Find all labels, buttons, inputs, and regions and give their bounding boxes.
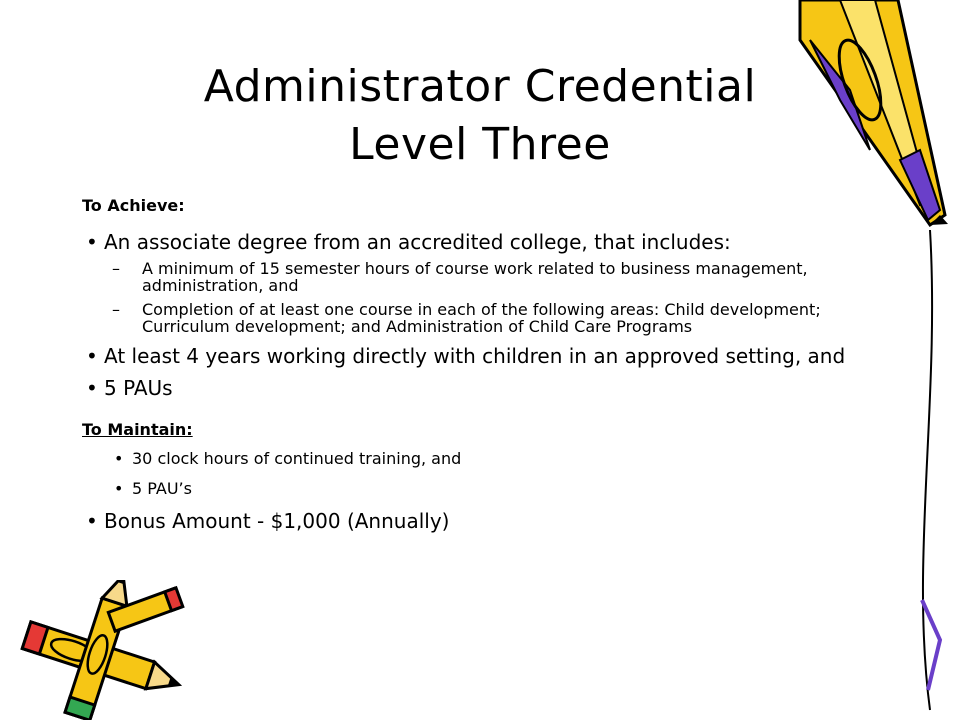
maintain-item-paus: • 5 PAU’s — [82, 479, 862, 499]
achieve-subitem-coursework-areas: – Completion of at least one course in each of the following areas: Child development; Curriculum development; and Administration of Child Care Programs — [112, 300, 821, 336]
achieve-item-experience: • At least 4 years working directly with children in an approved setting, and — [82, 345, 862, 367]
subitem-text: A minimum of 15 semester hours of course work related to business management, administration, and — [142, 259, 808, 295]
achieve-item-paus: • 5 PAUs — [82, 377, 862, 399]
title-line-1: Administrator Credential — [203, 61, 757, 112]
maintain-heading: To Maintain: — [82, 420, 193, 439]
achieve-heading: To Achieve: — [82, 196, 185, 215]
achieve-item-degree: • An associate degree from an accredited college, that includes: — [82, 231, 862, 253]
subitem-text: Completion of at least one course in each of the following areas: Child development; Curriculum development; and Administration of Child Care Programs — [142, 300, 821, 336]
maintain-item-training: • 30 clock hours of continued training, and — [82, 449, 862, 469]
bonus-item: • Bonus Amount - $1,000 (Annually) — [82, 510, 862, 532]
slide-body — [82, 195, 862, 532]
crossed-pencils-icon — [0, 580, 200, 720]
achieve-subitem-semester-hours: – A minimum of 15 semester hours of course work related to business management, administration, and — [112, 259, 808, 295]
title-line-2: Level Three — [349, 119, 611, 170]
slide-title — [60, 58, 900, 174]
